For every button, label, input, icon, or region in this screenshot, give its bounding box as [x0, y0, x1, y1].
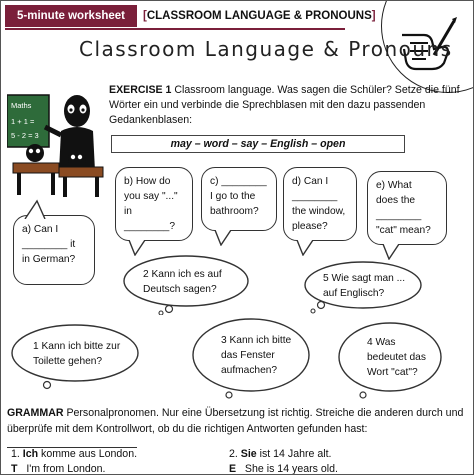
speech-b-line-3: in	[124, 206, 132, 217]
grammar-instructions	[7, 405, 469, 453]
exercise-instructions	[109, 83, 464, 128]
grammar-text: Personalpronomen. Nur eine Übersetzung ist richtig. Streiche die anderen durch und überprüfe mit dem Kontrollwort, ob du die richtigen Antworten gefunden hast:	[7, 407, 464, 435]
thought-3-line-1: 3 Kann ich bitte	[221, 335, 292, 346]
thought-1-line-2: Toilette gehen?	[33, 356, 103, 367]
page-title: Classroom Language & Pronouns	[79, 37, 453, 61]
item-1-sentence: komme aus London.	[38, 448, 138, 460]
grammar-item-1	[11, 447, 137, 475]
item-2-sentence: ist 14 Jahre alt.	[256, 448, 332, 460]
item-2-translation[interactable]: She is 14 years old.	[244, 463, 338, 475]
speech-bubble-e	[367, 171, 447, 245]
board-line-1: 1 + 1 =	[11, 117, 35, 126]
item-2-letter: E	[229, 463, 237, 475]
speech-e-line-3: ________	[376, 210, 422, 221]
speech-c-tail	[213, 230, 237, 246]
speech-c-line-1: c) ________	[210, 176, 267, 187]
board-line-2: 5 - 2 = 3	[11, 131, 39, 140]
speech-e-line-1: e) What	[376, 180, 412, 191]
thought-4-line-2: bedeutet das	[367, 352, 426, 363]
thought-bubble-4	[335, 315, 445, 401]
speech-d-line-4: please?	[292, 221, 328, 232]
speech-bubble-d	[283, 167, 357, 241]
thought-2-line-1: 2 Kann ich es auf	[143, 269, 222, 280]
speech-a-tail	[21, 199, 51, 219]
thought-bubble-1	[7, 319, 141, 391]
header-rule	[5, 28, 345, 30]
thought-4-line-3: Wort "cat"?	[367, 367, 418, 378]
thought-1-line-1: 1 Kann ich bitte zur	[33, 341, 121, 352]
speech-a-line-2: ________ it	[22, 239, 76, 250]
speech-d-tail	[295, 240, 319, 256]
item-1-translation[interactable]: I'm from London.	[26, 463, 106, 475]
speech-e-tail	[381, 244, 405, 260]
item-1-letter: T	[11, 463, 18, 475]
worksheet-type-tab: 5-minute worksheet	[5, 5, 137, 27]
speech-b-line-1: b) How do	[124, 176, 171, 187]
header-title-text: CLASSROOM LANGUAGE & PRONOUNS	[146, 10, 372, 22]
speech-d-line-2: ________	[292, 191, 338, 202]
word-bank: may – word – say – English – open	[111, 135, 405, 153]
speech-b-line-4: ________?	[124, 221, 175, 232]
speech-d-line-1: d) Can I	[292, 176, 329, 187]
speech-b-line-2: you say "..."	[124, 191, 178, 202]
thought-3-line-2: das Fenster	[221, 350, 275, 361]
classroom-illustration	[7, 91, 107, 199]
grammar-item-2	[229, 447, 338, 475]
speech-bubble-a	[13, 215, 95, 285]
speech-a-line-3: in German?	[22, 254, 76, 265]
thought-bubble-3	[189, 309, 311, 401]
speech-c-line-2: I go to the	[210, 191, 256, 202]
header-title: [CLASSROOM LANGUAGE & PRONOUNS]	[143, 10, 376, 22]
item-1-number: 1.	[11, 448, 23, 460]
speech-a-line-1: a) Can I	[22, 224, 59, 235]
exercise-label: EXERCISE 1	[109, 84, 172, 96]
thought-5-line-2: auf Englisch?	[323, 288, 385, 299]
thought-5-line-1: 5 Wie sagt man ...	[323, 273, 406, 284]
board-label: Maths	[11, 101, 32, 110]
thought-2-line-2: Deutsch sagen?	[143, 284, 217, 295]
speech-e-line-2: does the	[376, 195, 416, 206]
speech-bubble-c	[201, 167, 277, 231]
speech-bubble-b	[115, 167, 193, 241]
thought-3-line-3: aufmachen?	[221, 365, 278, 376]
item-2-number: 2.	[229, 448, 241, 460]
speech-e-line-4: "cat" mean?	[376, 225, 431, 236]
item-2-pronoun: Sie	[240, 448, 257, 460]
speech-d-line-3: the window,	[292, 206, 346, 217]
thought-4-line-1: 4 Was	[367, 337, 396, 348]
speech-c-line-3: bathroom?	[210, 206, 259, 217]
exercise-text: Classroom language. Was sagen die Schüler? Setze die fünf Wörter ein und verbinde die Sprechblasen mit den dazu passenden Gedankenblasen:	[109, 84, 460, 126]
grammar-label: GRAMMAR	[7, 407, 64, 419]
thought-bubble-5	[301, 259, 423, 317]
item-1-pronoun: Ich	[22, 448, 39, 460]
thought-bubble-2	[121, 253, 251, 315]
